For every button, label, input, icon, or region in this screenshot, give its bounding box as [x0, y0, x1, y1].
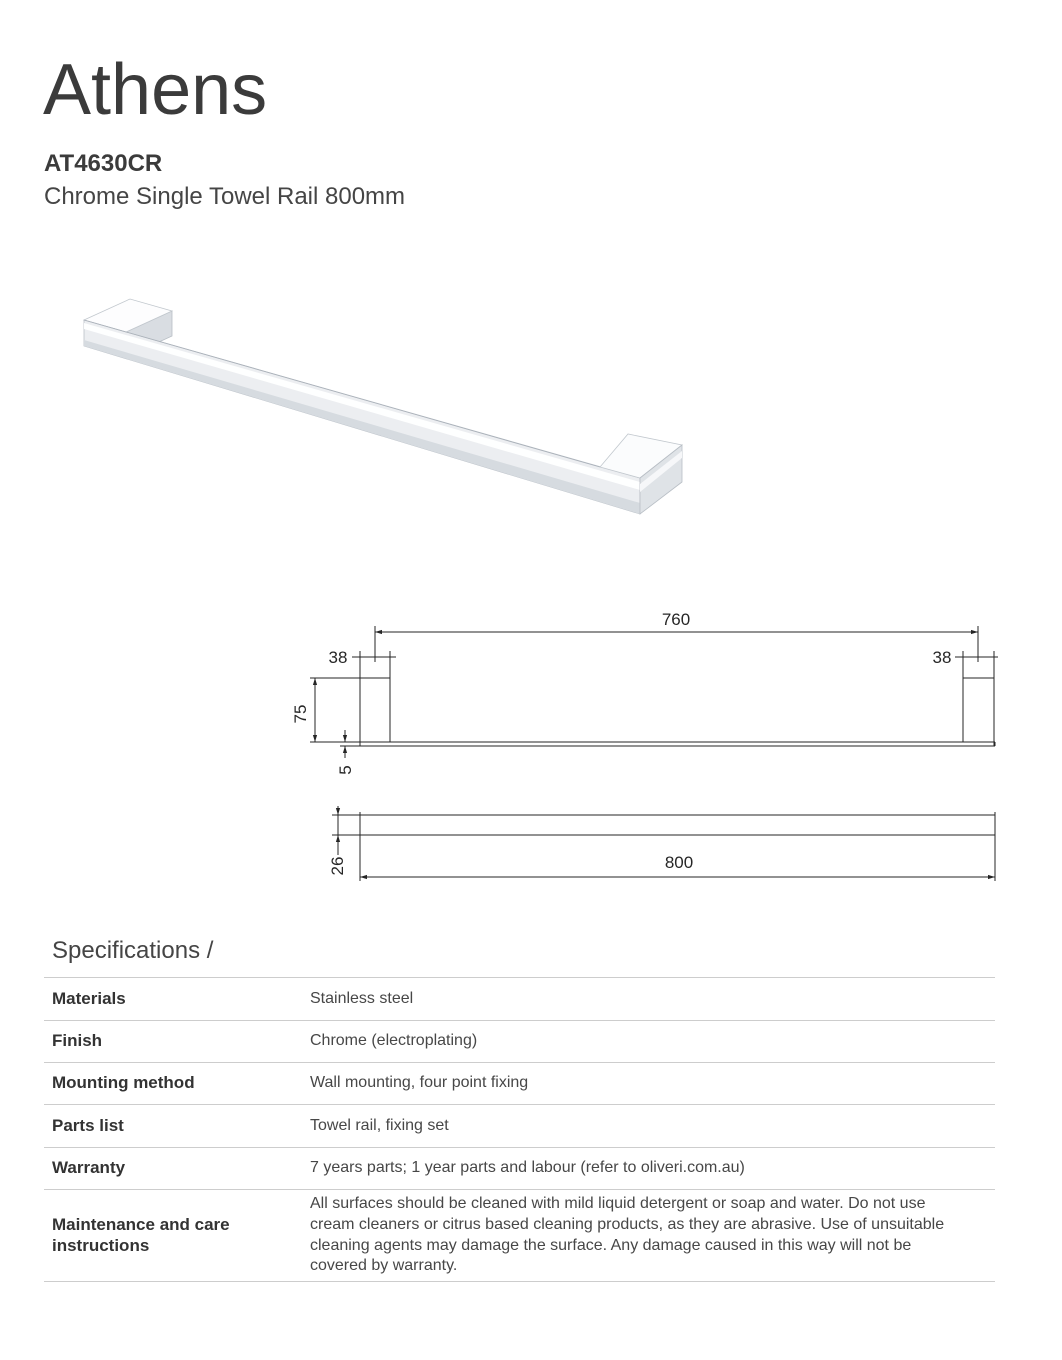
- rail-highlight: [84, 323, 640, 490]
- spec-row-parts-list: [44, 1105, 995, 1148]
- rail-top-edge: [84, 320, 600, 467]
- dim-5-label: 5: [336, 765, 355, 775]
- right-bracket-outline: [963, 678, 994, 746]
- side-view: [328, 806, 995, 881]
- spec-row-finish: [44, 1021, 995, 1063]
- left-bracket-outline: [360, 678, 390, 746]
- spec-value: [310, 1194, 944, 1277]
- spec-label: Parts list: [52, 1115, 124, 1135]
- spec-row-materials: [44, 978, 995, 1021]
- rail-shadow: [84, 340, 640, 514]
- spec-value: Chrome (electroplating): [310, 1032, 478, 1050]
- spec-value-line: cleaning agents may damage the surface. Any damage caused in this way will not be: [310, 1236, 912, 1254]
- spec-row-warranty: [44, 1148, 995, 1190]
- spec-value: 7 years parts; 1 year parts and labour (refer to oliveri.com.au): [310, 1159, 745, 1177]
- spec-label: Finish: [52, 1031, 103, 1051]
- dimension-drawing: [280, 595, 1020, 895]
- spec-value: Stainless steel: [310, 989, 414, 1007]
- spec-label: Warranty: [52, 1158, 126, 1178]
- spec-row-maintenance: [44, 1190, 995, 1282]
- dim-38-left-label: 38: [328, 648, 348, 667]
- specifications-heading: Specifications /: [52, 937, 214, 964]
- product-description: Chrome Single Towel Rail 800mm: [44, 183, 406, 210]
- dim-38-right-label: 38: [932, 648, 952, 667]
- product-name: Athens: [43, 50, 268, 130]
- dim-760-label: 760: [661, 610, 691, 629]
- specifications-table: [44, 977, 995, 1282]
- spec-label: Maintenance and care instructions: [52, 1214, 230, 1255]
- dim-26-label: 26: [328, 856, 347, 876]
- spec-value-line: cream cleaners or citrus based cleaning products, as they are abrasive. Use of unsuitable: [310, 1215, 945, 1233]
- spec-value-line: covered by warranty.: [310, 1257, 458, 1275]
- spec-value-line: All surfaces should be cleaned with mild liquid detergent or soap and water. Do not use: [310, 1195, 926, 1213]
- spec-label: Materials: [52, 988, 126, 1008]
- dim-800-label: 800: [664, 853, 694, 872]
- product-code: AT4630CR: [44, 150, 163, 177]
- towel-rail-image: [0, 260, 720, 550]
- spec-row-mounting-method: [44, 1063, 995, 1105]
- spec-value: Towel rail, fixing set: [310, 1116, 449, 1134]
- spec-value: Wall mounting, four point fixing: [310, 1074, 529, 1092]
- spec-label: Mounting method: [52, 1073, 195, 1093]
- dim-75-label: 75: [291, 704, 310, 724]
- front-view: [291, 610, 998, 775]
